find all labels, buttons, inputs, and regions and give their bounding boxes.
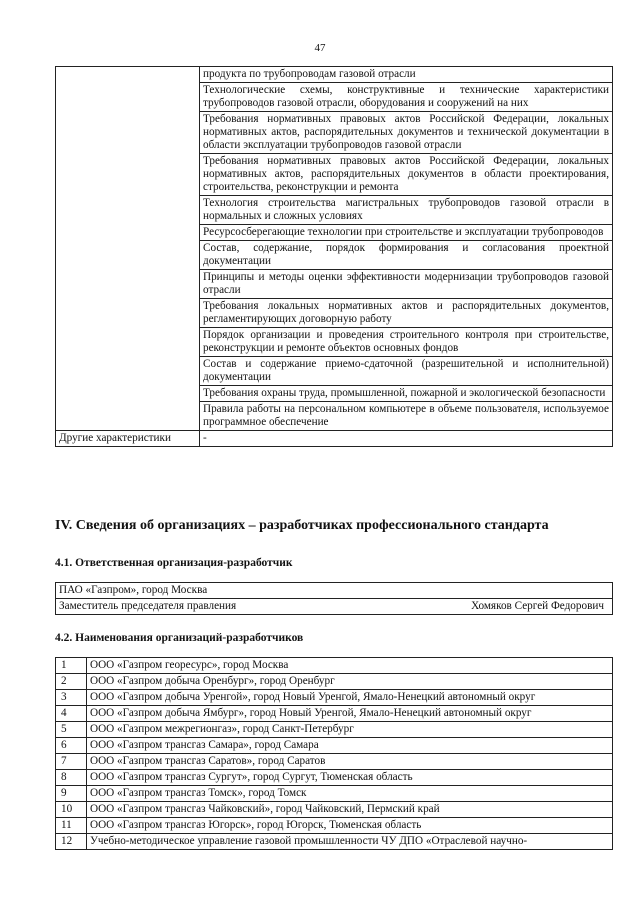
other-characteristics-value: - (200, 431, 613, 447)
responsible-org-title: 4.1. Ответственная организация-разработчик (55, 557, 293, 569)
org-number: 1 (56, 658, 87, 674)
table-row (56, 802, 613, 818)
row-label-empty (56, 67, 200, 431)
org-name: Учебно-методическое управление газовой промышленности ЧУ ДПО «Отраслевой научно- (87, 834, 613, 850)
developers-title: 4.2. Наименования организаций-разработчиков (55, 632, 304, 644)
knowledge-item: Ресурсосберегающие технологии при строительстве и эксплуатации трубопроводов (200, 225, 613, 241)
other-characteristics-label: Другие характеристики (56, 431, 200, 447)
knowledge-item: Требования нормативных правовых актов Российской Федерации, локальных нормативных актов, распорядительных документов в области проектирования, строительства, реконструкции и ремонта (200, 154, 613, 196)
responsible-org-table (55, 582, 613, 615)
org-name: ООО «Газпром трансгаз Томск», город Томск (87, 786, 613, 802)
org-number: 3 (56, 690, 87, 706)
org-number: 7 (56, 754, 87, 770)
page-number: 47 (314, 42, 326, 54)
org-number: 10 (56, 802, 87, 818)
org-name: ООО «Газпром добыча Уренгой», город Новый Уренгой, Ямало-Ненецкий автономный округ (87, 690, 613, 706)
table-row (56, 754, 613, 770)
org-number: 8 (56, 770, 87, 786)
responsible-org-name: ПАО «Газпром», город Москва (56, 583, 613, 599)
knowledge-item: Технологические схемы, конструктивные и технические характеристики трубопроводов газовой отрасли, оборудования и сооружений на них (200, 83, 613, 112)
org-number: 9 (56, 786, 87, 802)
developers-table (55, 657, 613, 850)
table-row (56, 658, 613, 674)
responsible-person: Хомяков Сергей Федорович (367, 599, 612, 615)
org-number: 2 (56, 674, 87, 690)
knowledge-item: продукта по трубопроводам газовой отрасли (200, 67, 613, 83)
responsible-signatory-row (56, 599, 613, 615)
org-name: ООО «Газпром трансгаз Саратов», город Саратов (87, 754, 613, 770)
org-name: ООО «Газпром добыча Ямбург», город Новый Уренгой, Ямало-Ненецкий автономный округ (87, 706, 613, 722)
org-name: ООО «Газпром трансгаз Чайковский», город Чайковский, Пермский край (87, 802, 613, 818)
developers-table-body (56, 658, 613, 850)
table-row (56, 67, 613, 83)
org-number: 12 (56, 834, 87, 850)
knowledge-item: Требования локальных нормативных актов и распорядительных документов, регламентирующих договорную работу (200, 299, 613, 328)
org-name: ООО «Газпром трансгаз Самара», город Самара (87, 738, 613, 754)
org-name: ООО «Газпром георесурс», город Москва (87, 658, 613, 674)
skills-table (55, 66, 613, 447)
knowledge-item: Технология строительства магистральных трубопроводов газовой отрасли в нормальных и сложных условиях (200, 196, 613, 225)
responsible-org-row (56, 583, 613, 599)
org-name: ООО «Газпром трансгаз Сургут», город Сургут, Тюменская область (87, 770, 613, 786)
table-row (56, 690, 613, 706)
org-name: ООО «Газпром трансгаз Югорск», город Югорск, Тюменская область (87, 818, 613, 834)
knowledge-item: Требования охраны труда, промышленной, пожарной и экологической безопасности (200, 386, 613, 402)
table-row (56, 834, 613, 850)
knowledge-item: Требования нормативных правовых актов Российской Федерации, локальных нормативных актов, распорядительных документов и технической документации в области эксплуатации трубопроводов газовой отрасли (200, 112, 613, 154)
skills-table-body (56, 67, 613, 447)
table-row (56, 738, 613, 754)
table-row (56, 674, 613, 690)
org-name: ООО «Газпром добыча Оренбург», город Оренбург (87, 674, 613, 690)
knowledge-item: Принципы и методы оценки эффективности модернизации трубопроводов газовой отрасли (200, 270, 613, 299)
knowledge-item: Порядок организации и проведения строительного контроля при строительстве, реконструкции и ремонте объектов основных фондов (200, 328, 613, 357)
org-number: 11 (56, 818, 87, 834)
section-title: IV. Сведения об организациях – разработчиках профессионального стандарта (55, 518, 549, 533)
org-number: 6 (56, 738, 87, 754)
responsible-position: Заместитель председателя правления (56, 599, 368, 615)
table-row (56, 722, 613, 738)
table-row (56, 818, 613, 834)
table-row (56, 706, 613, 722)
org-name: ООО «Газпром межрегионгаз», город Санкт-Петербург (87, 722, 613, 738)
knowledge-item: Состав и содержание приемо-сдаточной (разрешительной и исполнительной) документации (200, 357, 613, 386)
org-number: 5 (56, 722, 87, 738)
table-row (56, 786, 613, 802)
knowledge-item: Состав, содержание, порядок формирования и согласования проектной документации (200, 241, 613, 270)
other-characteristics-row (56, 431, 613, 447)
org-number: 4 (56, 706, 87, 722)
knowledge-item: Правила работы на персональном компьютере в объеме пользователя, используемое программное обеспечение (200, 402, 613, 431)
table-row (56, 770, 613, 786)
